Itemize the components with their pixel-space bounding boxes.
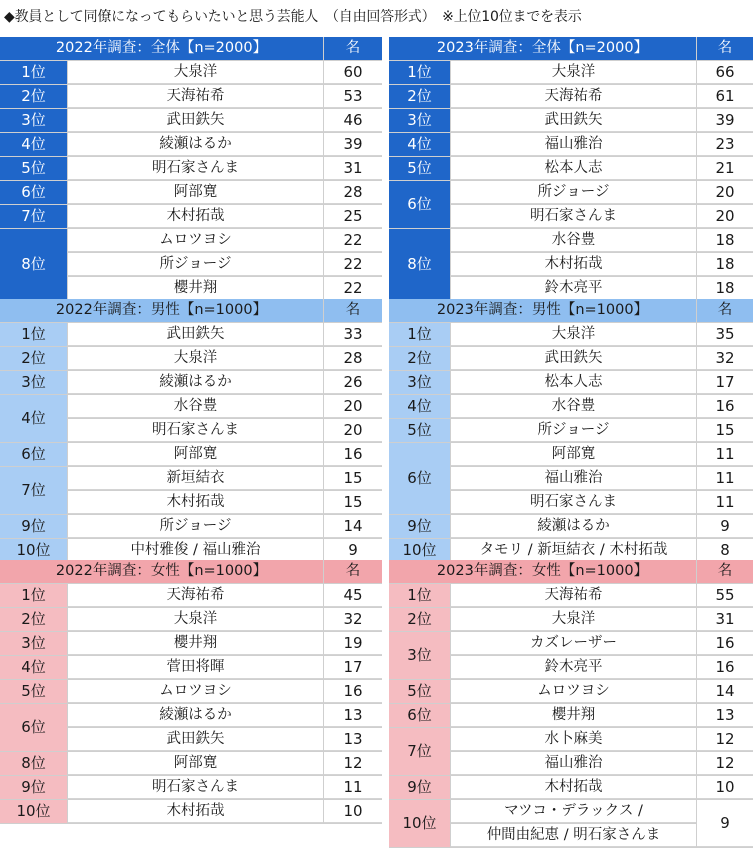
rank-label: 6位 [389, 181, 450, 228]
rank-label: 7位 [0, 205, 67, 228]
count-cell: 20 [324, 419, 382, 442]
name-cell: 天海祐希 [451, 584, 696, 607]
rank-label: 3位 [0, 109, 67, 132]
name-cell: 阿部寛 [68, 443, 323, 466]
name-cell: マツコ・デラックス / [451, 800, 696, 823]
name-cell: 武田鉄矢 [451, 347, 696, 370]
rank-label: 7位 [389, 728, 450, 775]
count-cell: 20 [324, 395, 382, 418]
count-cell: 16 [697, 656, 753, 679]
count-cell: 13 [697, 704, 753, 727]
name-cell: 綾瀬はるか [451, 515, 696, 538]
count-cell: 14 [324, 515, 382, 538]
count-cell: 13 [324, 728, 382, 751]
name-cell: タモリ / 新垣結衣 / 木村拓哉 [451, 539, 696, 562]
count-cell: 39 [697, 109, 753, 132]
count-cell: 11 [697, 467, 753, 490]
rank-label: 4位 [389, 133, 450, 156]
name-cell: 所ジョージ [451, 419, 696, 442]
count-cell: 12 [324, 752, 382, 775]
table-header-title: 2022年調査：男性【n=1000】 [0, 299, 323, 322]
count-cell: 17 [697, 371, 753, 394]
name-cell: 櫻井翔 [68, 277, 323, 300]
name-cell: 木村拓哉 [451, 253, 696, 276]
count-cell: 16 [697, 632, 753, 655]
table-header-title: 2022年調査：女性【n=1000】 [0, 560, 323, 583]
name-cell: 水卜麻美 [451, 728, 696, 751]
rank-label: 2位 [389, 85, 450, 108]
rank-label: 4位 [0, 395, 67, 442]
rank-label: 1位 [389, 323, 450, 346]
rank-label: 4位 [0, 133, 67, 156]
rank-label: 3位 [389, 371, 450, 394]
name-cell: 水谷豊 [68, 395, 323, 418]
rank-label: 1位 [0, 61, 67, 84]
rank-label: 10位 [0, 539, 67, 562]
count-cell: 16 [324, 680, 382, 703]
rank-label: 4位 [0, 656, 67, 679]
name-cell: 天海祐希 [68, 85, 323, 108]
rank-label: 6位 [0, 181, 67, 204]
rank-label: 5位 [389, 419, 450, 442]
count-cell: 31 [324, 157, 382, 180]
name-cell: 阿部寛 [68, 181, 323, 204]
name-cell: 水谷豊 [451, 395, 696, 418]
name-cell: 阿部寛 [451, 443, 696, 466]
count-cell: 21 [697, 157, 753, 180]
name-cell: 菅田将暉 [68, 656, 323, 679]
name-cell: 明石家さんま [68, 776, 323, 799]
name-cell: 松本人志 [451, 157, 696, 180]
rank-label: 3位 [0, 632, 67, 655]
name-cell: 木村拓哉 [68, 800, 323, 823]
name-cell: 鈴木亮平 [451, 656, 696, 679]
rank-label: 4位 [389, 395, 450, 418]
name-cell: カズレーザー [451, 632, 696, 655]
rank-label: 3位 [389, 109, 450, 132]
name-cell: 中村雅俊 / 福山雅治 [68, 539, 323, 562]
rank-label: 8位 [0, 229, 67, 300]
table-header-title: 2023年調査：全体【n=2000】 [389, 37, 696, 60]
name-cell: 櫻井翔 [451, 704, 696, 727]
name-cell: 天海祐希 [451, 85, 696, 108]
ranking-table [0, 299, 382, 563]
rank-label: 1位 [389, 584, 450, 607]
name-cell: 福山雅治 [451, 467, 696, 490]
name-cell: 大泉洋 [68, 347, 323, 370]
count-cell: 22 [324, 253, 382, 276]
rank-label: 3位 [389, 632, 450, 679]
count-cell: 16 [324, 443, 382, 466]
rank-label: 10位 [389, 539, 450, 562]
name-cell: ムロツヨシ [68, 229, 323, 252]
table-header-title: 2023年調査：男性【n=1000】 [389, 299, 696, 322]
table-header-title: 2023年調査：女性【n=1000】 [389, 560, 696, 583]
name-cell: 所ジョージ [68, 253, 323, 276]
count-cell: 23 [697, 133, 753, 156]
name-cell: 綾瀬はるか [68, 133, 323, 156]
rank-label: 1位 [0, 584, 67, 607]
rank-label: 5位 [389, 680, 450, 703]
rank-label: 10位 [389, 800, 450, 847]
count-cell: 22 [324, 277, 382, 300]
count-cell: 28 [324, 347, 382, 370]
name-cell: 新垣結衣 [68, 467, 323, 490]
count-cell: 18 [697, 277, 753, 300]
name-cell: 武田鉄矢 [68, 109, 323, 132]
rank-label: 9位 [0, 776, 67, 799]
table-header-unit: 名 [324, 299, 382, 322]
rank-label: 6位 [389, 704, 450, 727]
name-cell: 武田鉄矢 [68, 728, 323, 751]
count-cell: 46 [324, 109, 382, 132]
name-cell: 水谷豊 [451, 229, 696, 252]
count-cell: 31 [697, 608, 753, 631]
count-cell: 60 [324, 61, 382, 84]
rank-label: 8位 [389, 229, 450, 300]
name-cell: 所ジョージ [451, 181, 696, 204]
name-cell: 大泉洋 [451, 323, 696, 346]
count-cell: 11 [697, 491, 753, 514]
count-cell: 53 [324, 85, 382, 108]
count-cell: 22 [324, 229, 382, 252]
name-cell: 福山雅治 [451, 752, 696, 775]
count-cell: 15 [324, 491, 382, 514]
name-cell: 所ジョージ [68, 515, 323, 538]
count-cell: 18 [697, 229, 753, 252]
table-header-title: 2022年調査：全体【n=2000】 [0, 37, 323, 60]
count-cell: 9 [324, 539, 382, 562]
name-cell: 明石家さんま [451, 205, 696, 228]
name-cell: 阿部寛 [68, 752, 323, 775]
name-cell: 明石家さんま [68, 157, 323, 180]
count-cell: 26 [324, 371, 382, 394]
name-cell: 明石家さんま [68, 419, 323, 442]
name-cell: 櫻井翔 [68, 632, 323, 655]
count-cell: 32 [324, 608, 382, 631]
name-cell: 木村拓哉 [68, 205, 323, 228]
count-cell: 66 [697, 61, 753, 84]
rank-label: 2位 [389, 347, 450, 370]
table-header-unit: 名 [697, 299, 753, 322]
count-cell: 15 [324, 467, 382, 490]
count-cell: 17 [324, 656, 382, 679]
name-cell: 大泉洋 [68, 61, 323, 84]
count-cell: 9 [697, 515, 753, 538]
name-cell: 明石家さんま [451, 491, 696, 514]
rank-label: 2位 [0, 608, 67, 631]
count-cell: 39 [324, 133, 382, 156]
count-cell: 20 [697, 181, 753, 204]
count-cell: 35 [697, 323, 753, 346]
rank-label: 7位 [0, 467, 67, 514]
count-cell: 33 [324, 323, 382, 346]
ranking-tables [0, 37, 753, 843]
name-cell: 木村拓哉 [68, 491, 323, 514]
rank-label: 10位 [0, 800, 67, 823]
count-cell: 32 [697, 347, 753, 370]
count-cell: 25 [324, 205, 382, 228]
ranking-table [0, 560, 382, 824]
rank-label: 6位 [0, 704, 67, 751]
rank-label: 2位 [389, 608, 450, 631]
ranking-table [389, 37, 753, 301]
name-cell: 鈴木亮平 [451, 277, 696, 300]
ranking-table [389, 299, 753, 563]
rank-label: 1位 [0, 323, 67, 346]
count-cell: 8 [697, 539, 753, 562]
count-cell: 12 [697, 752, 753, 775]
name-cell: 天海祐希 [68, 584, 323, 607]
rank-label: 5位 [0, 157, 67, 180]
count-cell: 20 [697, 205, 753, 228]
name-cell: 松本人志 [451, 371, 696, 394]
ranking-table [389, 560, 753, 848]
count-cell: 9 [697, 800, 753, 847]
count-cell: 61 [697, 85, 753, 108]
name-cell: 綾瀬はるか [68, 704, 323, 727]
name-cell: 綾瀬はるか [68, 371, 323, 394]
rank-label: 9位 [389, 776, 450, 799]
rank-label: 1位 [389, 61, 450, 84]
count-cell: 10 [697, 776, 753, 799]
name-cell: ムロツヨシ [451, 680, 696, 703]
name-cell: 大泉洋 [451, 608, 696, 631]
table-header-unit: 名 [697, 37, 753, 60]
count-cell: 55 [697, 584, 753, 607]
rank-label: 8位 [0, 752, 67, 775]
count-cell: 15 [697, 419, 753, 442]
count-cell: 14 [697, 680, 753, 703]
rank-label: 6位 [0, 443, 67, 466]
name-cell: 武田鉄矢 [451, 109, 696, 132]
name-cell: ムロツヨシ [68, 680, 323, 703]
name-cell: 仲間由紀恵 / 明石家さんま [451, 824, 696, 847]
page-title: ◆教員として同僚になってもらいたいと思う芸能人 （自由回答形式） ※上位10位までを表示 [4, 9, 582, 25]
rank-label: 6位 [389, 443, 450, 514]
count-cell: 10 [324, 800, 382, 823]
rank-label: 3位 [0, 371, 67, 394]
name-cell: 武田鉄矢 [68, 323, 323, 346]
name-cell: 大泉洋 [451, 61, 696, 84]
count-cell: 28 [324, 181, 382, 204]
count-cell: 19 [324, 632, 382, 655]
table-header-unit: 名 [697, 560, 753, 583]
rank-label: 5位 [389, 157, 450, 180]
ranking-table [0, 37, 382, 301]
rank-label: 2位 [0, 85, 67, 108]
count-cell: 45 [324, 584, 382, 607]
name-cell: 大泉洋 [68, 608, 323, 631]
count-cell: 12 [697, 728, 753, 751]
count-cell: 18 [697, 253, 753, 276]
name-cell: 福山雅治 [451, 133, 696, 156]
name-cell: 木村拓哉 [451, 776, 696, 799]
rank-label: 9位 [0, 515, 67, 538]
count-cell: 11 [697, 443, 753, 466]
table-header-unit: 名 [324, 37, 382, 60]
rank-label: 2位 [0, 347, 67, 370]
rank-label: 5位 [0, 680, 67, 703]
count-cell: 13 [324, 704, 382, 727]
count-cell: 11 [324, 776, 382, 799]
table-header-unit: 名 [324, 560, 382, 583]
rank-label: 9位 [389, 515, 450, 538]
count-cell: 16 [697, 395, 753, 418]
